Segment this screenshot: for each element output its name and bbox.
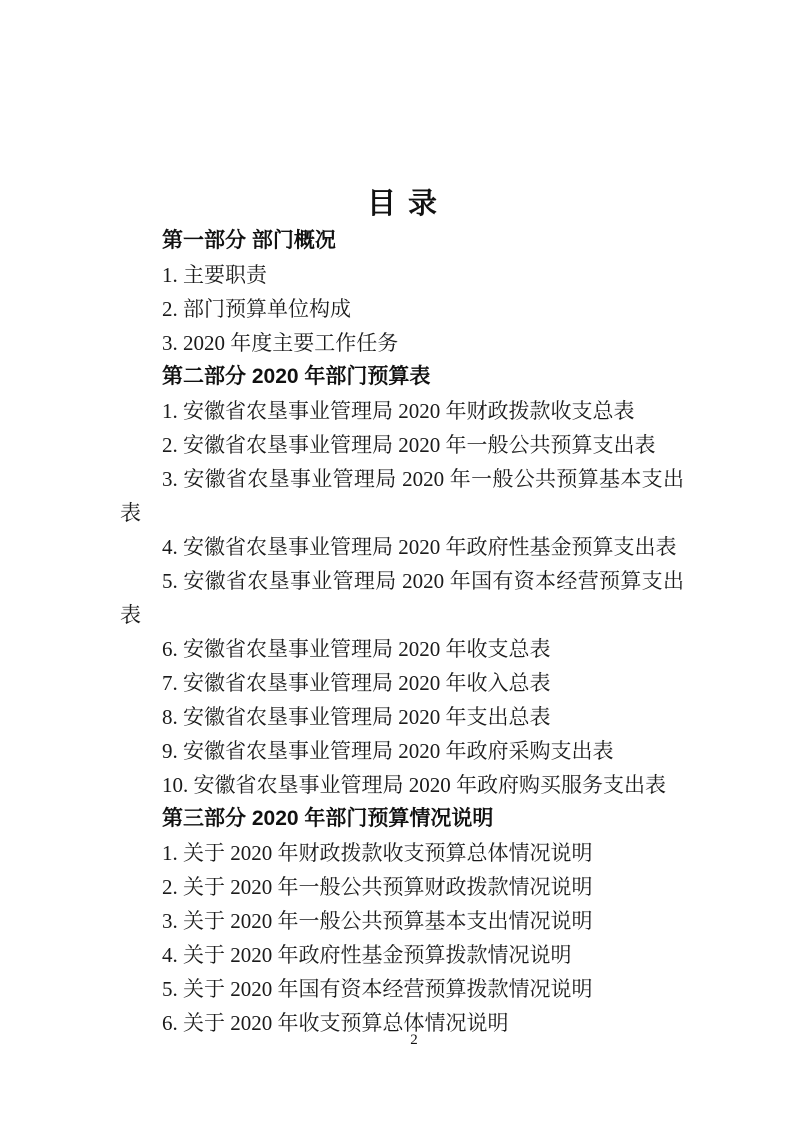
toc-entry: 6. 安徽省农垦事业管理局 2020 年收支总表	[162, 637, 551, 661]
toc-entry: 5. 关于 2020 年国有资本经营预算拨款情况说明	[162, 977, 593, 1001]
toc-entry: 1. 关于 2020 年财政拨款收支预算总体情况说明	[162, 841, 593, 865]
toc-section-heading: 第一部分 部门概况	[162, 229, 336, 252]
toc-entry: 4. 安徽省农垦事业管理局 2020 年政府性基金预算支出表	[162, 535, 677, 559]
toc-entry: 1. 主要职责	[162, 263, 267, 287]
toc-entry: 3. 安徽省农垦事业管理局 2020 年一般公共预算基本支出	[162, 467, 684, 491]
toc-entry: 10. 安徽省农垦事业管理局 2020 年政府购买服务支出表	[162, 773, 666, 797]
toc-entry-continuation: 表	[120, 501, 141, 525]
toc-section-heading: 第三部分 2020 年部门预算情况说明	[162, 807, 494, 830]
toc-entry: 8. 安徽省农垦事业管理局 2020 年支出总表	[162, 705, 551, 729]
toc-entry: 6. 关于 2020 年收支预算总体情况说明	[162, 1011, 509, 1035]
toc-entry: 3. 2020 年度主要工作任务	[162, 331, 399, 355]
toc-entry: 2. 关于 2020 年一般公共预算财政拨款情况说明	[162, 875, 593, 899]
page-number: 2	[410, 1032, 418, 1048]
toc-entry: 2. 部门预算单位构成	[162, 297, 351, 321]
page-title: 目 录	[366, 188, 438, 220]
toc-entry: 2. 安徽省农垦事业管理局 2020 年一般公共预算支出表	[162, 433, 656, 457]
toc	[0, 222, 800, 1040]
toc-entry: 5. 安徽省农垦事业管理局 2020 年国有资本经营预算支出	[162, 569, 684, 593]
toc-entry: 7. 安徽省农垦事业管理局 2020 年收入总表	[162, 671, 551, 695]
toc-entry: 4. 关于 2020 年政府性基金预算拨款情况说明	[162, 943, 572, 967]
toc-entry: 3. 关于 2020 年一般公共预算基本支出情况说明	[162, 909, 593, 933]
toc-entry: 9. 安徽省农垦事业管理局 2020 年政府采购支出表	[162, 739, 614, 763]
toc-entry: 1. 安徽省农垦事业管理局 2020 年财政拨款收支总表	[162, 399, 635, 423]
toc-entry-continuation: 表	[120, 603, 141, 627]
toc-section-heading: 第二部分 2020 年部门预算表	[162, 365, 431, 388]
